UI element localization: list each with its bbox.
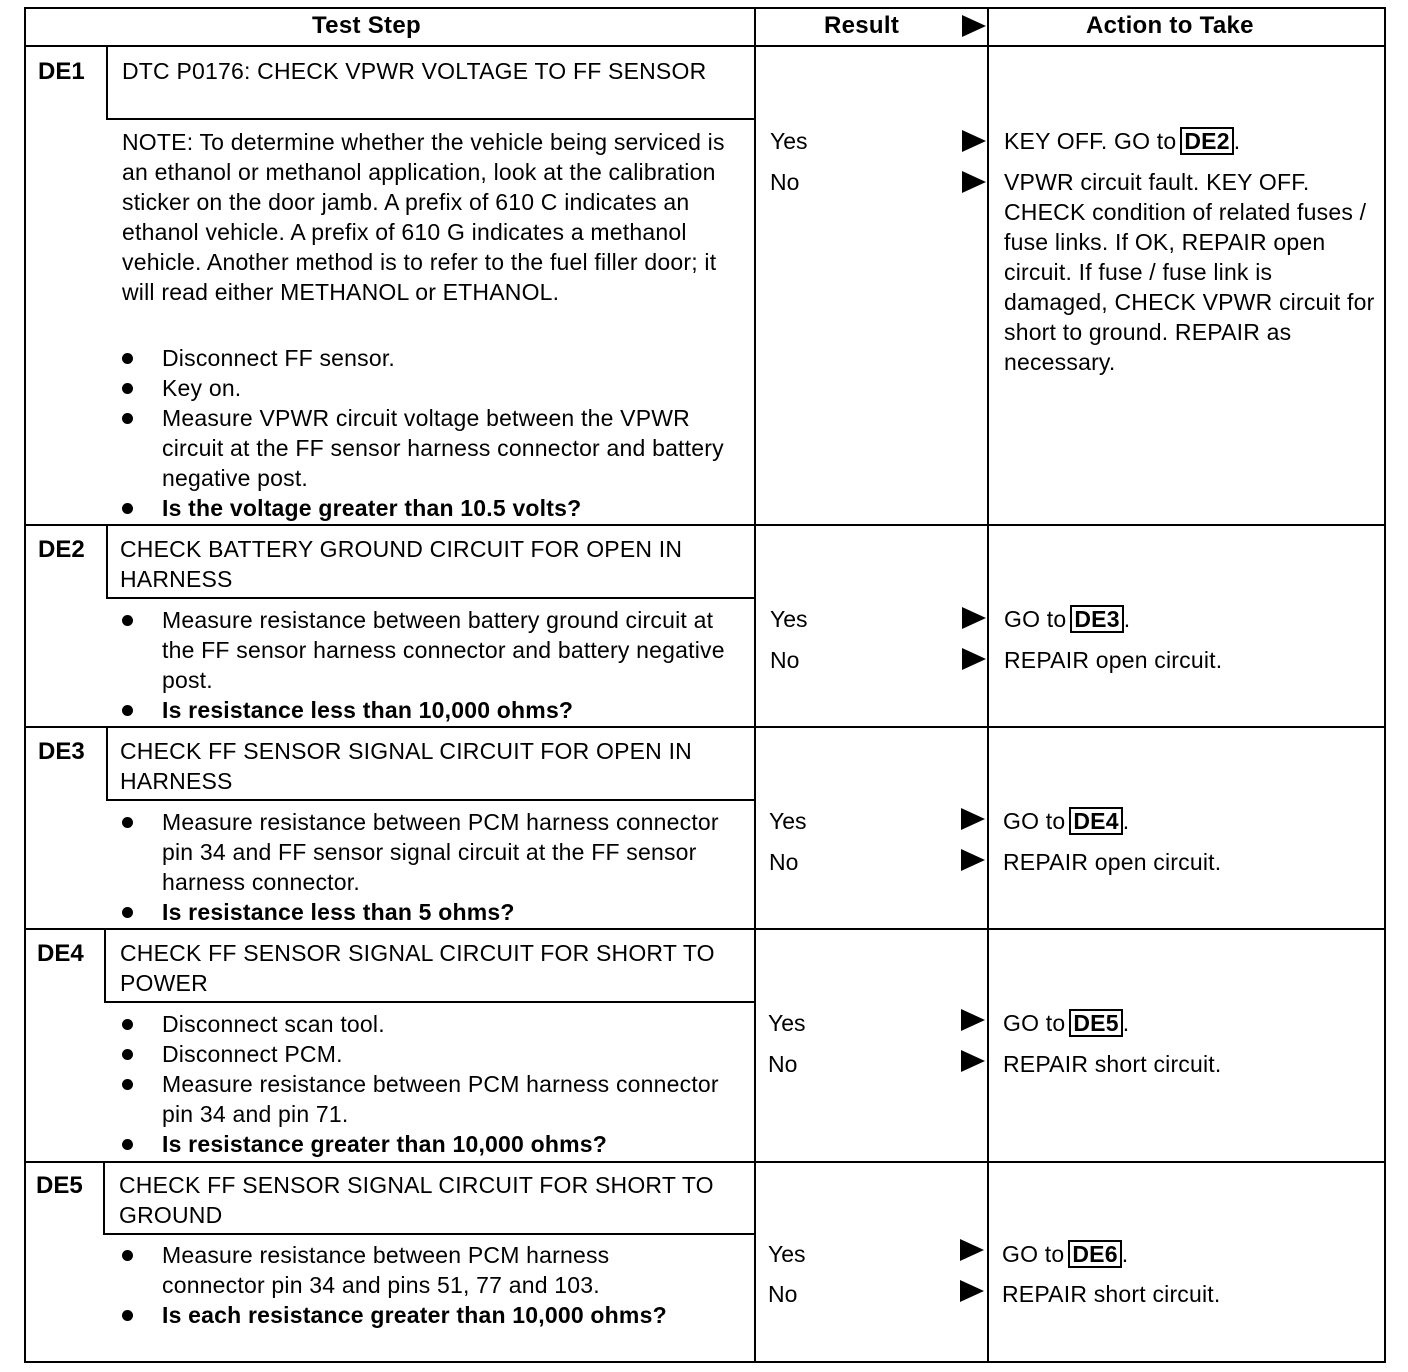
step-reference[interactable]: DE4: [1069, 807, 1122, 835]
list-item: Measure resistance between PCM harness connector pin 34 and pins 51, 77 and 103.: [120, 1240, 680, 1300]
row-divider: [24, 1161, 1386, 1163]
action-no: VPWR circuit fault. KEY OFF. CHECK condition of related fuses / fuse links. If OK, REPAIR open circuit. If fuse / fuse link is damaged, CHECK VPWR circuit for short to ground. REPAIR as necessary.: [1004, 169, 1375, 375]
bullet-icon: [122, 1019, 133, 1030]
list-item: Disconnect scan tool.: [120, 1009, 745, 1039]
action-no: REPAIR open circuit.: [1003, 849, 1222, 875]
step-question: Is resistance greater than 10,000 ohms?: [120, 1129, 745, 1159]
step-code: DE2: [38, 536, 85, 563]
code-divider: [103, 1162, 105, 1234]
bullet-icon: [122, 1079, 133, 1090]
action-no: REPAIR short circuit.: [1002, 1281, 1221, 1307]
result-yes: Yes: [770, 128, 808, 154]
title-divider: [106, 799, 755, 801]
step-code: DE4: [37, 940, 84, 967]
step-bullets: [120, 807, 745, 927]
header-result: Result: [824, 12, 900, 39]
step-title: CHECK FF SENSOR SIGNAL CIRCUIT FOR SHORT TO GROUND: [119, 1172, 714, 1228]
title-divider: [106, 118, 755, 120]
code-divider: [106, 46, 108, 120]
step-reference[interactable]: DE2: [1180, 127, 1233, 155]
code-divider: [106, 525, 108, 599]
title-divider: [106, 597, 755, 599]
result-no: No: [768, 1051, 798, 1077]
column-divider: [987, 7, 989, 1363]
step-question: Is the voltage greater than 10.5 volts?: [120, 493, 745, 523]
bullet-icon: [122, 413, 133, 424]
action-no: REPAIR short circuit.: [1003, 1051, 1222, 1077]
list-item: Key on.: [120, 373, 745, 403]
step-reference[interactable]: DE6: [1068, 1240, 1121, 1268]
step-title: CHECK BATTERY GROUND CIRCUIT FOR OPEN IN HARNESS: [120, 536, 683, 592]
result-no: No: [770, 169, 800, 195]
arrow-icon: [962, 648, 986, 670]
bullet-icon: [122, 353, 133, 364]
arrow-icon: [960, 1239, 984, 1261]
bullet-icon: [122, 1310, 133, 1321]
list-item: Measure VPWR circuit voltage between the VPWR circuit at the FF sensor harness connector and battery negative post.: [120, 403, 745, 493]
list-item: Measure resistance between battery ground circuit at the FF sensor harness connector and battery negative post.: [120, 605, 745, 695]
action-yes: GO to DE3 .: [1004, 606, 1131, 632]
step-title: CHECK FF SENSOR SIGNAL CIRCUIT FOR SHORT TO POWER: [120, 940, 715, 996]
list-item: Measure resistance between PCM harness connector pin 34 and pin 71.: [120, 1069, 745, 1129]
action-yes: GO to DE5 .: [1003, 1010, 1130, 1036]
result-yes: Yes: [770, 606, 808, 632]
column-divider: [754, 7, 756, 1363]
arrow-icon: [961, 849, 985, 871]
bullet-icon: [122, 1049, 133, 1060]
header-test-step: Test Step: [312, 12, 421, 39]
step-title: DTC P0176: CHECK VPWR VOLTAGE TO FF SENSOR: [122, 58, 707, 84]
result-yes: Yes: [769, 808, 807, 834]
result-no: No: [769, 849, 799, 875]
row-divider: [24, 726, 1386, 728]
step-bullets: [120, 605, 745, 725]
step-title: CHECK FF SENSOR SIGNAL CIRCUIT FOR OPEN IN HARNESS: [120, 738, 692, 794]
arrow-icon: [962, 607, 986, 629]
arrow-icon: [962, 130, 986, 152]
bullet-icon: [122, 817, 133, 828]
action-no: REPAIR open circuit.: [1004, 647, 1223, 673]
step-question: Is each resistance greater than 10,000 ohms?: [120, 1300, 680, 1330]
arrow-icon: [960, 1280, 984, 1302]
bullet-icon: [122, 503, 133, 514]
action-yes: GO to DE6 .: [1002, 1241, 1129, 1267]
step-question: Is resistance less than 5 ohms?: [120, 897, 745, 927]
step-bullets: [120, 1009, 745, 1159]
step-note: NOTE: To determine whether the vehicle being serviced is an ethanol or methanol application, look at the calibration sticker on the door jamb. A prefix of 610 C indicates an ethanol vehicle. A prefix of 610 G indicates a methanol vehicle. Another method is to refer to the fuel filler door; it will read either METHANOL or ETHANOL.: [122, 129, 725, 305]
bullet-icon: [122, 615, 133, 626]
bullet-icon: [122, 705, 133, 716]
header-action: Action to Take: [1086, 12, 1254, 39]
action-yes: GO to DE4 .: [1003, 808, 1130, 834]
arrow-icon: [962, 171, 986, 193]
title-divider: [104, 1001, 755, 1003]
action-yes: KEY OFF. GO to DE2 .: [1004, 128, 1241, 154]
step-bullets: [120, 343, 745, 523]
arrow-icon: [961, 1050, 985, 1072]
list-item: Measure resistance between PCM harness connector pin 34 and FF sensor signal circuit at the FF sensor harness connector.: [120, 807, 745, 897]
step-reference[interactable]: DE5: [1069, 1009, 1122, 1037]
bullet-icon: [122, 1139, 133, 1150]
arrow-icon: [961, 1009, 985, 1031]
step-code: DE3: [38, 738, 85, 765]
step-code: DE1: [38, 58, 85, 85]
result-no: No: [770, 647, 800, 673]
header-divider: [24, 45, 1386, 47]
title-divider: [103, 1233, 755, 1235]
list-item: Disconnect FF sensor.: [120, 343, 745, 373]
bullet-icon: [122, 1250, 133, 1261]
step-question: Is resistance less than 10,000 ohms?: [120, 695, 745, 725]
arrow-icon: [962, 15, 986, 37]
row-divider: [24, 928, 1386, 930]
bullet-icon: [122, 907, 133, 918]
step-code: DE5: [36, 1172, 83, 1199]
result-yes: Yes: [768, 1241, 806, 1267]
step-bullets: [120, 1240, 680, 1330]
arrow-icon: [961, 808, 985, 830]
code-divider: [106, 727, 108, 801]
code-divider: [104, 929, 106, 1003]
step-reference[interactable]: DE3: [1070, 605, 1123, 633]
list-item: Disconnect PCM.: [120, 1039, 745, 1069]
result-yes: Yes: [768, 1010, 806, 1036]
bullet-icon: [122, 383, 133, 394]
row-divider: [24, 524, 1386, 526]
result-no: No: [768, 1281, 798, 1307]
